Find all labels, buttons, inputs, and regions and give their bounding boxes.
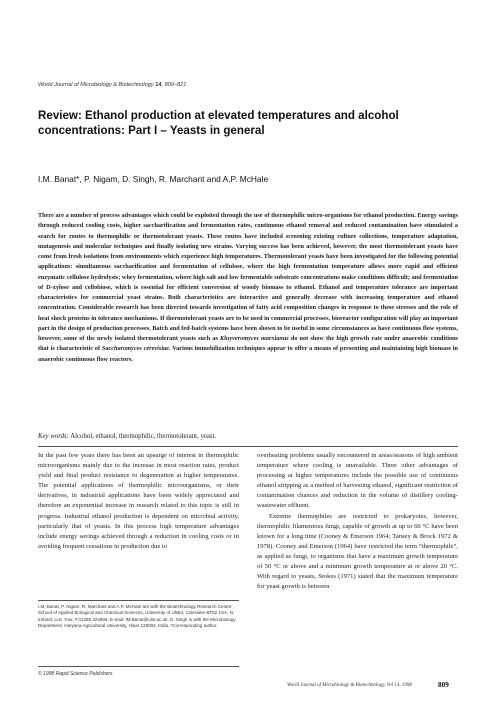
body-paragraph: overheating problems usually encountered in areas/seasons of high ambient temperature where cooling is unavailable. Three other advantages of processing at higher temperatures include the possible use of continuous ethanol stripping as a method of harvesting ethanol, significant restriction of contamination chances and reduction in the volume of distillery cooling-wastewater effluent. xyxy=(257,452,458,510)
abstract-species-2: Saccharomyces cerevisiae xyxy=(101,345,169,353)
copyright-notice: © 1998 Rapid Science Publishers xyxy=(38,671,113,677)
author-list: I.M. Banat*, P. Nigam, D. Singh, R. Marchant and A.P. McHale xyxy=(38,174,269,184)
journal-citation xyxy=(38,82,186,88)
body-paragraph: In the past few years there has been an upsurge of interest in thermophilic microorganisms mainly due to the increase in most reaction rates, product yield and final product resistance to degeneration at higher temperatures. The potential applications of thermophilic microorganisms, or their derivatives, in industrial applications have been widely appreciated and therefore an exponential increase in research related to this topic is still in progress. Industrial ethanol production is dependent on microbial activity, particularly that of yeasts. In this process high temperature advantages include energy savings achieved through a reduction in cooling costs or in avoiding frequent cessations in production due to xyxy=(38,452,239,550)
abstract-species-1: Kluyveromyces marxianus xyxy=(219,335,289,342)
abstract-text-2: do not show the high growth rate under anaerobic conditions that is characteristic of xyxy=(38,335,458,353)
author-affiliation-footnote: I.M. Banat, P. Nigam, R. Marchant and A.P. McHale are with the Biotechnology Research Centre, School of Applied Biological and Chemical Sciences, University of Ulster, Coleraine BT52 1SA, N. Ireland, U.K. Fax: # 01265 324906; E-mail: IM.Banat@ulst.ac.uk. D. Singh is with the Microbiology Department, Haryana Agricultural University, Hisar 125004, India. *Corresponding author. xyxy=(38,604,236,628)
journal-pages: , 809–821 xyxy=(161,82,187,88)
page-number: 809 xyxy=(438,681,449,689)
keywords-text: Alcohol, ethanol, thermophilic, thermotolerant, yeast. xyxy=(68,433,217,440)
footer-divider xyxy=(38,666,239,667)
journal-volume: 14 xyxy=(155,82,162,88)
section-divider xyxy=(38,446,458,447)
abstract-text-3: . Various immobilization techniques appear to offer a means of presenting and maintaining high biomass in anaerobic continuous flow reactors. xyxy=(38,345,459,363)
keywords xyxy=(38,433,458,440)
body-column-right xyxy=(257,451,458,592)
body-paragraph: Extreme thermophiles are restricted to prokaryotes, however, thermophilic filamentous fungi, capable of growth at up to 60 °C have been known for a long time (Cooney & Emerson 1964; Tansey & Brock 1972 & 1978). Cooney and Emerson (1964) have restricted the term “thermophile”, as applied as fungi, to organisms that have a maximum growth temperature of 50 °C or above and a minimum growth temperature at or above 20 °C. With regard to yeasts, Stokes (1971) stated that the maximum temperature for yeast growth is between xyxy=(257,512,458,591)
footnote-divider xyxy=(38,600,239,601)
running-footer: World Journal of Microbiology & Biotechnology, Vol 14, 1998 xyxy=(287,683,412,688)
abstract-text-1: There are a number of process advantages which could be exploited through the use of thermophilic micro-organisms for ethanol production. Energy savings through reduced cooling costs, higher saccharification and fermentation rates, continuous ethanol removal and reduced contamination have stimulated a search for routes to thermophilic or thermotolerant yeasts. These routes have included screening existing culture collections, temperature adaptation, mutagenesis and molecular techniques and finally isolating new strains. Varying success has been achieved, however, the most thermotolerant yeasts have come from fresh isolations from environments which experience high temperatures. Thermotolerant yeasts have been investigated for the following potential applications: simultaneous saccharification and fermentation of cellulose, where the high fermentation temperature allows more rapid and efficient enzymatic cellulose hydrolysis; whey fermentation, where high salt and low fermentable substrate concentrations make conditions difficult; and fermentation of D-xylose and cellobiose, which is essential for efficient conversion of woody biomass to ethanol. Ethanol and temperature tolerance are important characteristics for commercial yeast strains. Both characteristics are interactive and generally decrease with increasing temperature and ethanol concentration. Considerable research has been directed towards investigation of fatty acid composition changes in response to these stresses and the role of heat shock proteins in tolerance mechanisms. If thermotolerant yeasts are to be used in commercial processes, bioreactor configuration will play an important part in the design of production processes. Batch and fed-batch systems have been shown to be useful in some circumstances as have continuous flow systems, however, some of the newly isolated thermotolerant yeasts such as xyxy=(38,212,458,342)
journal-name: World Journal of Microbiology & Biotechnology xyxy=(38,82,154,88)
body-column-left xyxy=(38,451,239,552)
abstract xyxy=(38,211,458,365)
article-title: Review: Ethanol production at elevated temperatures and alcohol concentrations: Part I – Yeasts in general xyxy=(38,109,399,137)
keywords-label: Key words: xyxy=(38,433,69,440)
